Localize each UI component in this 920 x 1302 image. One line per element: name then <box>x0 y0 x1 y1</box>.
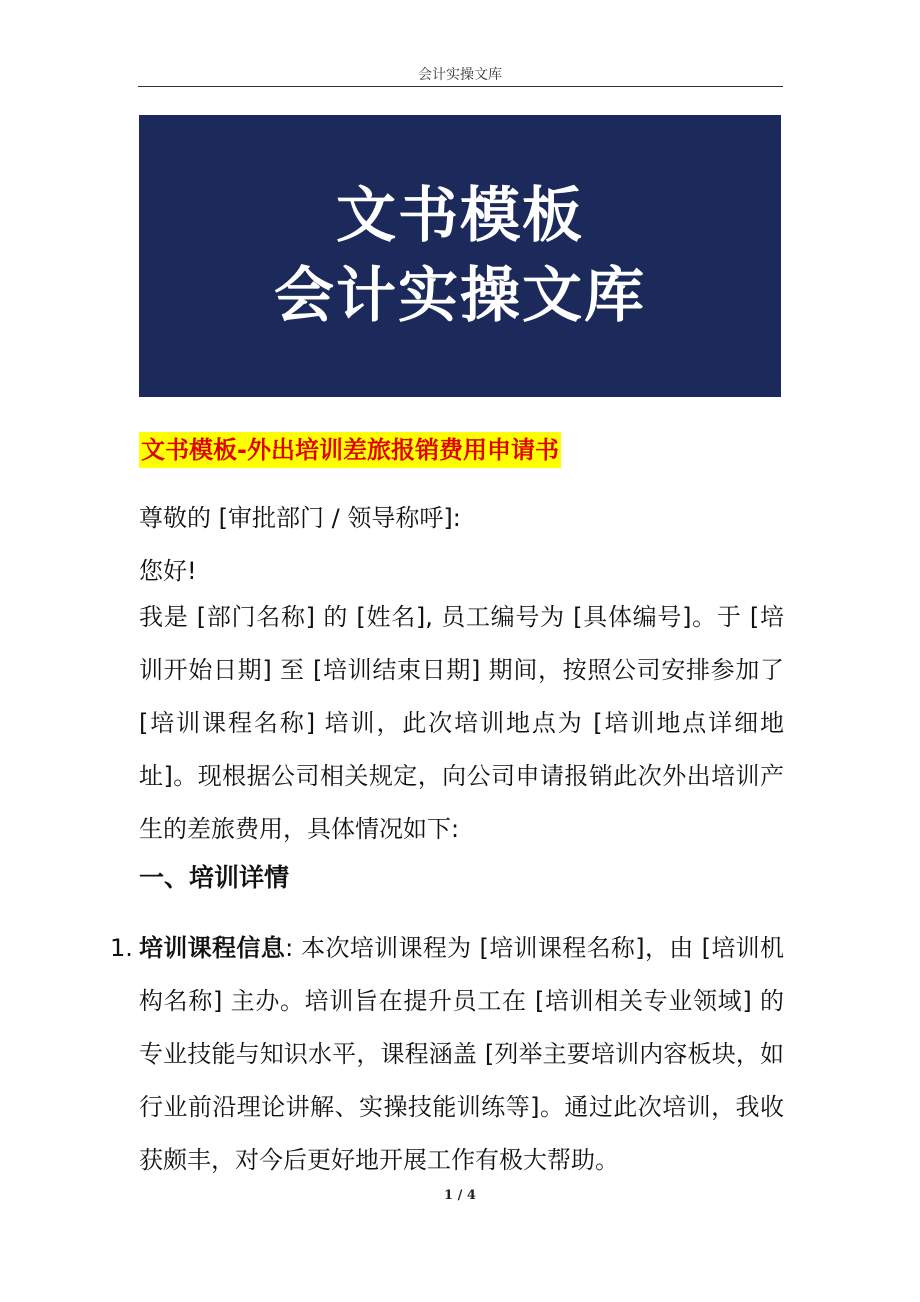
salutation: 尊敬的 [审批部门 / 领导称呼]: <box>139 504 461 532</box>
list-item-text: : 本次培训课程为 [培训课程名称]，由 [培训机构名称] 主办。培训旨在提升员工在 [培训相关专业领域] 的专业技能与知识水平，课程涵盖 [列举主要培训内容板块，如行业前沿理论讲解、实操技能训练等]。通过此次培训，我收获颇丰，对今后更好地开展工作有极大帮助。 <box>139 934 785 1174</box>
list-item-label: 培训课程信息 <box>139 934 286 962</box>
banner-title-line-2: 会计实操文库 <box>274 261 646 331</box>
intro-paragraph: 我是 [部门名称] 的 [姓名], 员工编号为 [具体编号]。于 [培训开始日期] 至 [培训结束日期] 期间，按照公司安排参加了 [培训课程名称] 培训，此次培训地点为 [培训地点详细地址]。现根据公司相关规定，向公司申请报销此次外出培训产生的差旅费用，具体情况如下: <box>139 603 784 843</box>
list-number: 1. <box>110 934 133 962</box>
document-title: 文书模板-外出培训差旅报销费用申请书 <box>139 432 561 468</box>
section-heading-training-details: 一、培训详情 <box>139 863 290 892</box>
greeting: 您好! <box>139 557 197 585</box>
banner-title-line-1: 文书模板 <box>336 181 584 251</box>
list-item-course-info <box>139 922 784 1187</box>
cover-banner <box>139 115 781 397</box>
header-divider <box>138 86 783 87</box>
page-number: 1 / 4 <box>444 1188 476 1203</box>
running-header: 会计实操文库 <box>418 67 502 83</box>
